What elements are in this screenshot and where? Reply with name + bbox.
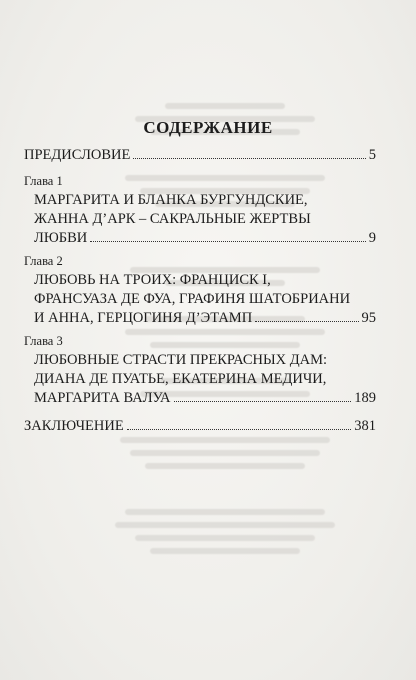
toc-entry-title: МАРГАРИТА ВАЛУА	[34, 390, 171, 406]
toc-entry-chapter-3	[24, 334, 376, 408]
toc-entry-line: МАРГАРИТА И БЛАНКА БУРГУНДСКИЕ,	[34, 192, 308, 208]
toc-entry-line: ЛЮБОВНЫЕ СТРАСТИ ПРЕКРАСНЫХ ДАМ:	[34, 352, 328, 368]
toc-entry-chapter-1	[24, 174, 376, 248]
leader-dots	[174, 401, 352, 402]
toc-page-number: 381	[354, 418, 376, 434]
table-of-contents	[24, 146, 376, 436]
toc-entry-conclusion	[24, 417, 376, 436]
toc-entry-line: ДИАНА ДЕ ПУАТЬЕ, ЕКАТЕРИНА МЕДИЧИ,	[34, 371, 327, 387]
page-title: СОДЕРЖАНИЕ	[143, 118, 273, 137]
toc-entry-title: ЛЮБВИ	[34, 230, 88, 246]
leader-dots	[255, 321, 358, 322]
chapter-label: Глава 2	[24, 254, 63, 268]
toc-entry-chapter-2	[24, 254, 376, 328]
toc-page-number: 9	[368, 230, 376, 246]
toc-entry-title: И АННА, ГЕРЦОГИНЯ Д’ЭТАМП	[34, 310, 253, 326]
toc-entry-line: ЛЮБОВЬ НА ТРОИХ: ФРАНЦИСК I,	[34, 272, 271, 288]
chapter-label: Глава 3	[24, 334, 63, 348]
chapter-label: Глава 1	[24, 174, 63, 188]
toc-page-number: 5	[368, 147, 376, 163]
toc-entry-line: ФРАНСУАЗА ДЕ ФУА, ГРАФИНЯ ШАТОБРИАНИ	[34, 291, 351, 307]
toc-page-number: 95	[361, 310, 376, 326]
leader-dots	[133, 158, 365, 159]
toc-entry-title: ПРЕДИСЛОВИЕ	[24, 147, 131, 163]
leader-dots	[127, 429, 352, 430]
toc-entry-preface	[24, 146, 376, 165]
leader-dots	[90, 241, 366, 242]
toc-entry-line: ЖАННА Д’АРК – САКРАЛЬНЫЕ ЖЕРТВЫ	[34, 211, 311, 227]
toc-entry-title: ЗАКЛЮЧЕНИЕ	[24, 418, 124, 434]
toc-page-number: 189	[354, 390, 376, 406]
